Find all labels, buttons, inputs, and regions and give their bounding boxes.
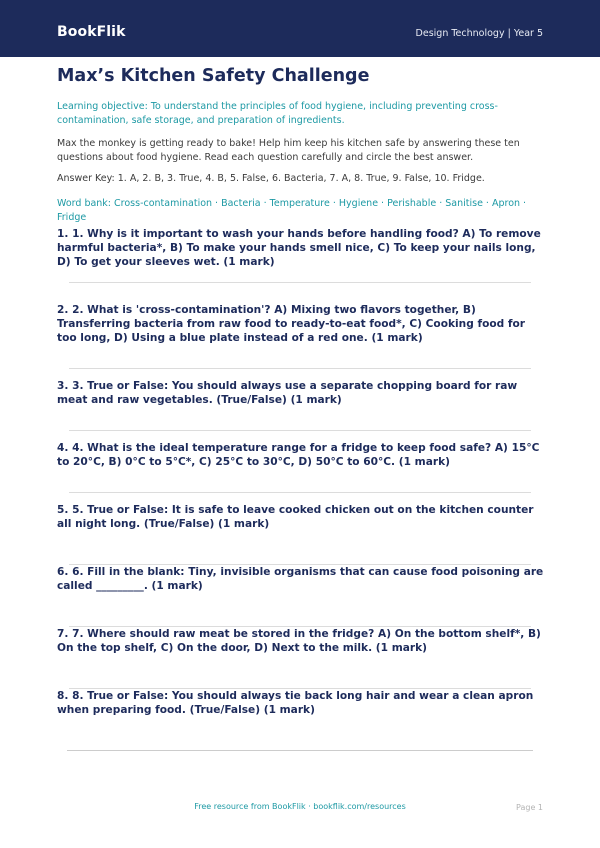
answer-line-4 <box>69 492 531 493</box>
page-title: Max’s Kitchen Safety Challenge <box>57 66 370 86</box>
answer-line-2 <box>69 368 531 369</box>
intro-text: Max the monkey is getting ready to bake! Help him keep his kitchen safe by answering these ten questions about food hygiene. Read each question carefully and circle the best answer. <box>57 138 520 163</box>
question-1: 1. 1. Why is it important to wash your hands before handling food? A) To remove harmful bacteria*, B) To make your hands smell nice, C) To keep your nails long, D) To get your sleeves wet. (1 mark) <box>57 228 541 268</box>
question-3: 3. 3. True or False: You should always use a separate chopping board for raw meat and raw vegetables. (True/False) (1 mark) <box>57 380 518 406</box>
answer-key: Answer Key: 1. A, 2. B, 3. True, 4. B, 5. False, 6. Bacteria, 7. A, 8. True, 9. False, 10. Fridge. <box>57 173 485 184</box>
question-4: 4. 4. What is the ideal temperature range for a fridge to keep food safe? A) 15°C to 20°C, B) 0°C to 5°C*, C) 25°C to 30°C, D) 50°C to 60°C. (1 mark) <box>57 442 540 468</box>
footer-divider <box>67 750 533 751</box>
question-2: 2. 2. What is 'cross-contamination'? A) Mixing two flavors together, B) Transferring bacteria from raw food to ready-to-eat food*, C) Cooking food for too long, D) Using a blue plate instead of a red one. (1 mark) <box>57 304 526 344</box>
question-8: 8. 8. True or False: You should always tie back long hair and wear a clean apron when preparing food. (True/False) (1 mark) <box>57 690 534 716</box>
brand-logo-text[interactable]: BookFlik <box>57 24 126 40</box>
word-bank: Word bank: Cross-contamination · Bacteria · Temperature · Hygiene · Perishable · Sanitise · Apron · Fridge <box>57 198 527 223</box>
page-number: Page 1 <box>516 803 543 812</box>
subject-year-label: Design Technology | Year 5 <box>415 28 543 39</box>
question-5: 5. 5. True or False: It is safe to leave cooked chicken out on the kitchen counter all night long. (True/False) (1 mark) <box>57 504 534 530</box>
answer-line-3 <box>69 430 531 431</box>
question-6: 6. 6. Fill in the blank: Tiny, invisible organisms that can cause food poisoning are called _________. (1 mark) <box>57 566 544 592</box>
answer-line-1 <box>69 282 531 283</box>
question-7: 7. 7. Where should raw meat be stored in the fridge? A) On the bottom shelf*, B) On the top shelf, C) On the door, D) Next to the milk. (1 mark) <box>57 628 541 654</box>
footer-resource-link[interactable]: Free resource from BookFlik · bookflik.com/resources <box>194 802 406 811</box>
learning-objective: Learning objective: To understand the principles of food hygiene, including preventing cross-contamination, safe storage, and preparation of ingredients. <box>57 101 498 126</box>
header-bar <box>0 0 600 57</box>
